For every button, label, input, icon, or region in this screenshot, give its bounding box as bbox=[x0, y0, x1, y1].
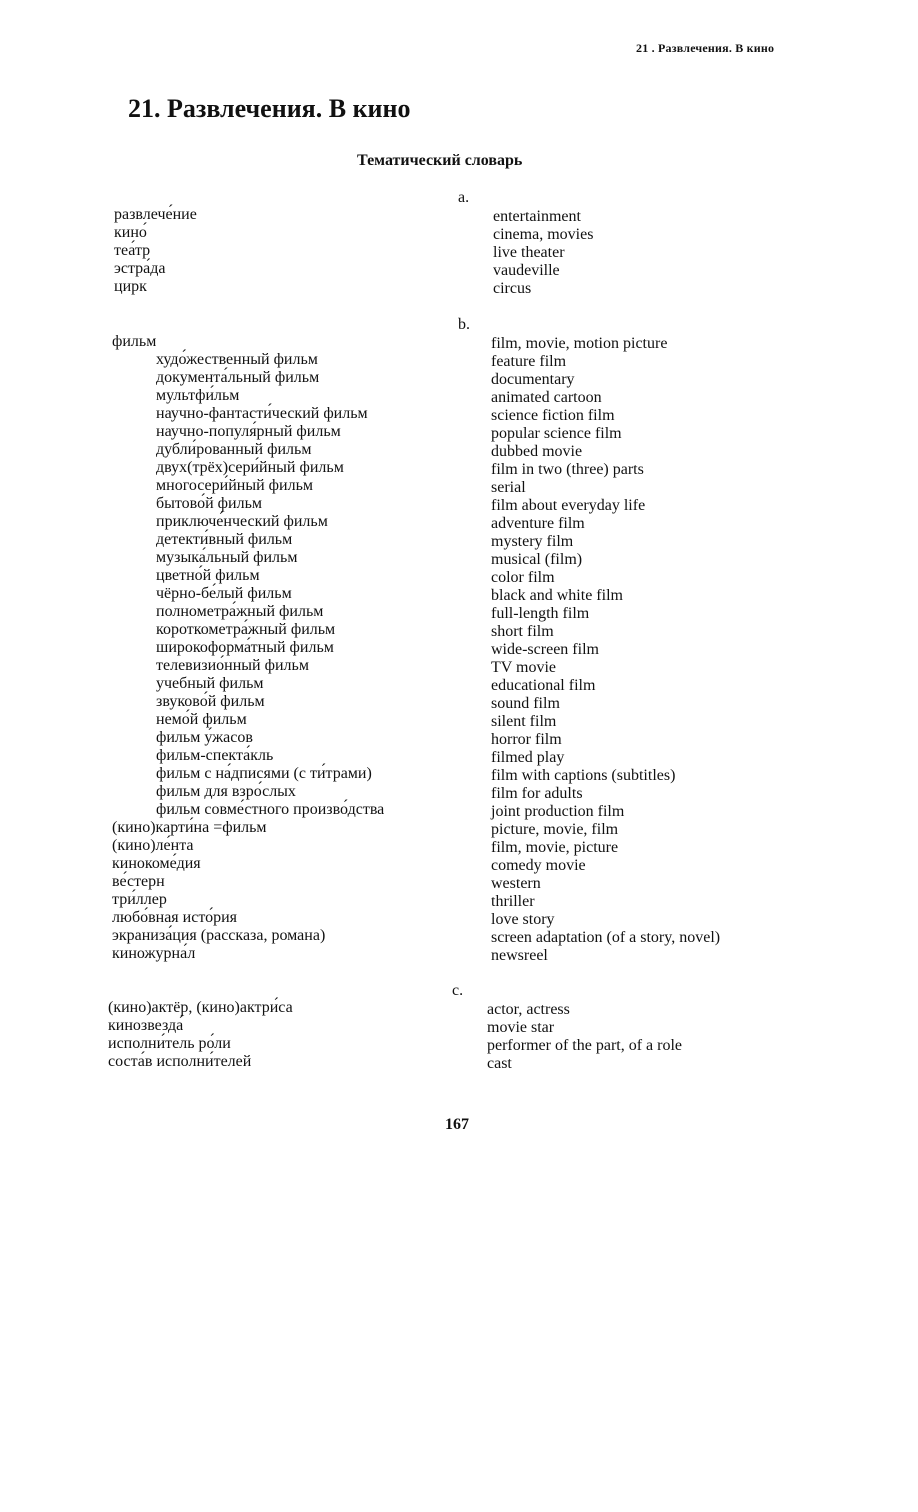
russian-term: киножурна́л bbox=[112, 945, 196, 962]
english-translation: screen adaptation (of a story, novel) bbox=[491, 929, 721, 946]
russian-term: музыка́льный фильм bbox=[156, 549, 298, 566]
english-translation: film in two (three) parts bbox=[491, 461, 644, 478]
english-translation: mystery film bbox=[491, 533, 574, 550]
russian-term: экраниза́ция (рассказа, романа) bbox=[112, 927, 326, 944]
english-translation: short film bbox=[491, 623, 554, 640]
russian-term: широкоформа́тный фильм bbox=[156, 639, 334, 656]
english-translation: vaudeville bbox=[493, 262, 560, 279]
russian-term: мультфи́льм bbox=[156, 387, 240, 404]
vocabulary-subtitle: Тематический словарь bbox=[357, 152, 523, 169]
russian-term: звуково́й фильм bbox=[156, 693, 265, 710]
english-translation: cinema, movies bbox=[493, 226, 594, 243]
russian-term: фильм с на́дписями (с ти́трами) bbox=[156, 765, 372, 782]
russian-term: документа́льный фильм bbox=[156, 369, 320, 386]
russian-term: исполни́тель ро́ли bbox=[108, 1035, 231, 1052]
english-translation: comedy movie bbox=[491, 857, 586, 874]
english-translation: actor, actress bbox=[487, 1001, 570, 1018]
english-translation: cast bbox=[487, 1055, 512, 1072]
english-translation: love story bbox=[491, 911, 555, 928]
russian-term: кино́ bbox=[114, 224, 147, 241]
english-translation: feature film bbox=[491, 353, 567, 370]
russian-term: полнометра́жный фильм bbox=[156, 603, 324, 620]
russian-term: двух(трёх)сери́йный фильм bbox=[156, 459, 344, 476]
russian-term: бытово́й фильм bbox=[156, 495, 263, 512]
english-translation: full-length film bbox=[491, 605, 590, 622]
russian-term: худо́жественный фильм bbox=[156, 351, 318, 368]
section-c-russian-terms bbox=[108, 999, 293, 1071]
english-translation: documentary bbox=[491, 371, 575, 388]
english-translation: film with captions (subtitles) bbox=[491, 767, 676, 784]
english-translation: sound film bbox=[491, 695, 560, 712]
english-translation: serial bbox=[491, 479, 526, 496]
english-translation: live theater bbox=[493, 244, 565, 261]
russian-term: любо́вная исто́рия bbox=[112, 909, 238, 926]
russian-term: фильм-спекта́кль bbox=[156, 747, 274, 764]
english-translation: western bbox=[491, 875, 541, 892]
russian-term: фильм bbox=[112, 333, 157, 350]
russian-term: учебный фильм bbox=[156, 675, 264, 692]
english-translation: film, movie, picture bbox=[491, 839, 619, 856]
english-translation: color film bbox=[491, 569, 555, 586]
russian-term: соста́в исполни́телей bbox=[108, 1053, 252, 1070]
russian-term: (кино)ле́нта bbox=[112, 837, 194, 854]
english-translation: film about everyday life bbox=[491, 497, 646, 514]
english-translation: thriller bbox=[491, 893, 535, 910]
section-a-english-terms bbox=[493, 208, 593, 298]
english-translation: movie star bbox=[487, 1019, 555, 1036]
english-translation: science fiction film bbox=[491, 407, 615, 424]
english-translation: adventure film bbox=[491, 515, 585, 532]
russian-term: ве́стерн bbox=[112, 873, 165, 890]
russian-term: эстра́да bbox=[114, 260, 166, 277]
russian-term: немо́й фильм bbox=[156, 711, 247, 728]
russian-term: научно-популя́рный фильм bbox=[156, 423, 341, 440]
section-a-russian-terms bbox=[114, 206, 197, 296]
russian-term: развлече́ние bbox=[114, 206, 197, 223]
english-translation: film for adults bbox=[491, 785, 583, 802]
english-translation: popular science film bbox=[491, 425, 622, 442]
english-translation: picture, movie, film bbox=[491, 821, 619, 838]
russian-term: фильм для взро́слых bbox=[156, 783, 296, 800]
russian-term: детекти́вный фильм bbox=[156, 531, 293, 548]
english-translation: circus bbox=[493, 280, 532, 297]
english-translation: entertainment bbox=[493, 208, 581, 225]
russian-term: многосери́йный фильм bbox=[156, 477, 313, 494]
section-letter-b: b. bbox=[458, 316, 470, 333]
russian-term: три́ллер bbox=[112, 891, 167, 908]
english-translation: TV movie bbox=[491, 659, 557, 676]
russian-term: цветно́й фильм bbox=[156, 567, 260, 584]
english-translation: horror film bbox=[491, 731, 562, 748]
english-translation: silent film bbox=[491, 713, 557, 730]
russian-term: цирк bbox=[114, 278, 147, 295]
russian-term: фильм у́жасов bbox=[156, 729, 253, 746]
russian-term: фильм совме́стного произво́дства bbox=[156, 801, 385, 818]
english-translation: wide-screen film bbox=[491, 641, 599, 658]
english-translation: musical (film) bbox=[491, 551, 583, 568]
section-letter-a: a. bbox=[458, 189, 470, 206]
russian-term: (кино)актёр, (кино)актри́са bbox=[108, 999, 293, 1016]
english-translation: film, movie, motion picture bbox=[491, 335, 668, 352]
english-translation: animated cartoon bbox=[491, 389, 602, 406]
english-translation: performer of the part, of a role bbox=[487, 1037, 683, 1054]
section-b-english-terms bbox=[491, 335, 720, 965]
russian-term: чёрно-бе́лый фильм bbox=[156, 585, 292, 602]
russian-term: кинокоме́дия bbox=[112, 855, 201, 872]
section-c-english-terms bbox=[487, 1001, 682, 1073]
english-translation: dubbed movie bbox=[491, 443, 583, 460]
russian-term: теа́тр bbox=[114, 242, 151, 259]
russian-term: короткометра́жный фильм bbox=[156, 621, 336, 638]
english-translation: newsreel bbox=[491, 947, 548, 964]
russian-term: кинозвезда́ bbox=[108, 1017, 184, 1034]
russian-term: телевизио́нный фильм bbox=[156, 657, 309, 674]
english-translation: black and white film bbox=[491, 587, 623, 604]
section-b-russian-terms bbox=[112, 333, 384, 963]
page-number: 167 bbox=[445, 1116, 469, 1133]
english-translation: filmed play bbox=[491, 749, 565, 766]
english-translation: joint production film bbox=[491, 803, 625, 820]
russian-term: (кино)карти́на =фильм bbox=[112, 819, 267, 836]
russian-term: приключе́нческий фильм bbox=[156, 513, 328, 530]
russian-term: дубли́рованный фильм bbox=[156, 441, 312, 458]
english-translation: educational film bbox=[491, 677, 596, 694]
section-letter-c: c. bbox=[452, 982, 464, 999]
running-header: 21 . Развлечения. В кино bbox=[636, 41, 775, 55]
chapter-title: 21. Развлечения. В кино bbox=[128, 94, 411, 123]
russian-term: научно-фантасти́ческий фильм bbox=[156, 405, 368, 422]
